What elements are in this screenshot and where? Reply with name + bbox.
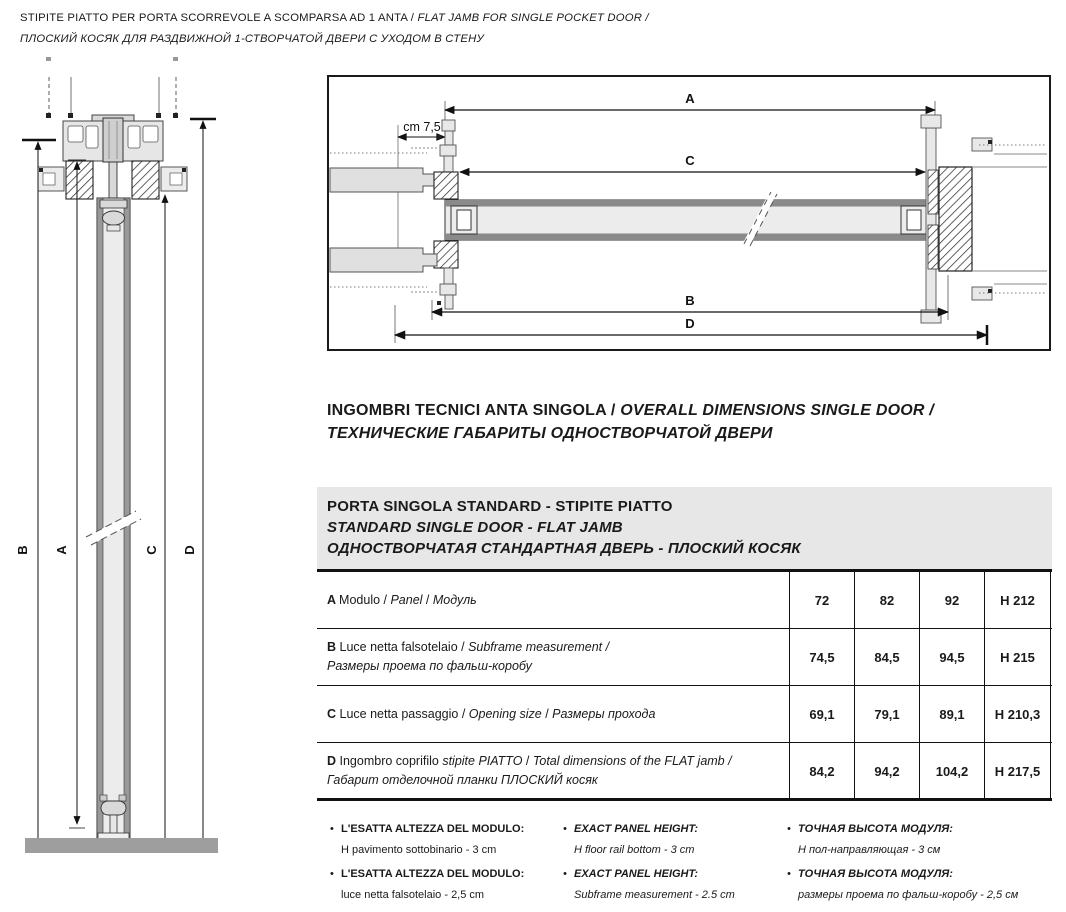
row-b-value-92: 94,5	[919, 629, 984, 685]
row-a-value-h: H 212	[984, 572, 1051, 628]
row-d-value-92: 104,2	[919, 743, 984, 799]
table-header-line-en: STANDARD SINGLE DOOR - FLAT JAMB	[327, 519, 623, 536]
row-a-label: A Modulo / Panel / Модуль	[327, 592, 477, 607]
page-header	[20, 8, 660, 50]
dim-label-c-vertical: C	[144, 545, 159, 555]
floor	[25, 838, 218, 853]
row-a-value-72: 72	[789, 572, 854, 628]
table-row-d	[317, 742, 1052, 798]
note-item: • EXACT PANEL HEIGHT: Subframe measurement - 2.5 cm	[563, 868, 735, 901]
dim-label-a-vertical: A	[54, 545, 69, 555]
bullet-icon: •	[787, 823, 791, 835]
side-clip-left	[38, 167, 64, 191]
spec-table-header	[317, 487, 1052, 569]
dimension-line-d-vertical	[190, 119, 216, 838]
row-a-value-92: 92	[919, 572, 984, 628]
section-title-line1	[327, 399, 1052, 422]
dim-label-d-horizontal: D	[685, 316, 695, 331]
page-header-line1	[20, 8, 660, 29]
header-title-en: FLAT JAMB FOR SINGLE POCKET DOOR /	[417, 12, 649, 24]
notes-column-ru	[787, 822, 1045, 912]
row-c-value-72: 69,1	[789, 686, 854, 742]
dim-label-b-vertical: B	[15, 545, 30, 555]
top-track-assembly	[38, 115, 187, 199]
section-title-line2: ТЕХНИЧЕСКИЕ ГАБАРИТЫ ОДНОСТВОРЧАТОЙ ДВЕРИ	[327, 425, 773, 442]
table-row-b	[317, 628, 1052, 685]
dimension-line-a-vertical	[68, 160, 86, 828]
row-d-value-h: H 217,5	[984, 743, 1051, 799]
panel-end-right	[901, 206, 927, 234]
bullet-icon: •	[563, 868, 567, 880]
table-header-line-it: PORTA SINGOLA STANDARD - STIPITE PIATTO	[327, 498, 673, 515]
spec-table	[317, 487, 1052, 801]
section-title-it: INGOMBRI TECNICI ANTA SINGOLA /	[327, 402, 621, 419]
jamb-timber-right	[132, 161, 159, 199]
row-c-label: C Luce netta passaggio / Opening size / Размеры прохода	[327, 706, 656, 721]
dim-label-a-horizontal: A	[685, 91, 695, 106]
row-b-value-h: H 215	[984, 629, 1051, 685]
row-d-value-72: 84,2	[789, 743, 854, 799]
row-d-label: D Ingombro coprifilo stipite PIATTO / Total dimensions of the FLAT jamb / Габарит отделочной планки ПЛОСКИЙ косяк	[327, 754, 732, 787]
wall-reference-lines	[46, 57, 178, 118]
dim-label-b-horizontal: B	[685, 293, 695, 308]
page-header-line2: ПЛОСКИЙ КОСЯК ДЛЯ РАЗДВИЖНОЙ 1-СТВОРЧАТОЙ ДВЕРИ С УХОДОМ В СТЕНУ	[20, 33, 484, 45]
vertical-section-drawing	[10, 55, 235, 867]
row-b-value-82: 84,5	[854, 629, 919, 685]
table-row-a	[317, 572, 1052, 628]
dimension-line-b-vertical	[22, 140, 56, 838]
row-c-value-h: H 210,3	[984, 686, 1051, 742]
row-d-value-82: 94,2	[854, 743, 919, 799]
note-item: • L'ESATTA ALTEZZA DEL MODULO: H pavimento sottobinario - 3 cm	[330, 823, 525, 856]
dim-label-d-vertical: D	[182, 545, 197, 555]
section-title-en: OVERALL DIMENSIONS SINGLE DOOR /	[620, 402, 934, 419]
side-clip-right	[161, 167, 187, 191]
note-item: • L'ESATTA ALTEZZA DEL MODULO: luce netta falsotelaio - 2,5 cm	[330, 868, 525, 901]
section-title	[327, 399, 1052, 445]
table-header-line-ru: ОДНОСТВОРЧАТАЯ СТАНДАРТНАЯ ДВЕРЬ - ПЛОСКИЙ КОСЯК	[327, 540, 801, 557]
bullet-icon: •	[330, 868, 334, 880]
row-c-value-82: 79,1	[854, 686, 919, 742]
row-a-value-82: 82	[854, 572, 919, 628]
row-b-value-72: 74,5	[789, 629, 854, 685]
note-item: • ТОЧНАЯ ВЫСОТА МОДУЛЯ: Н пол-направляющая - 3 см	[787, 823, 953, 856]
row-c-value-92: 89,1	[919, 686, 984, 742]
note-item: • EXACT PANEL HEIGHT: H floor rail bottom - 3 cm	[563, 823, 699, 856]
bullet-icon: •	[563, 823, 567, 835]
bullet-icon: •	[330, 823, 334, 835]
dim-label-c-horizontal: C	[685, 153, 695, 168]
pocket-depth-label: cm 7,5	[403, 120, 441, 134]
spec-table-grid	[317, 569, 1052, 801]
roller-carriage	[103, 118, 123, 198]
jamb-timber-left	[66, 161, 93, 199]
panel-end-left	[451, 206, 477, 234]
notes-column-en	[563, 822, 778, 912]
table-row-c	[317, 685, 1052, 742]
header-title-it: STIPITE PIATTO PER PORTA SCORREVOLE A SCOMPARSA AD 1 ANTA /	[20, 12, 418, 24]
note-item: • ТОЧНАЯ ВЫСОТА МОДУЛЯ: размеры проема по фальш-коробу - 2,5 см	[787, 868, 1019, 901]
row-b-label: B Luce netta falsotelaio / Subframe measurement / Размеры проема по фальш-коробу	[327, 640, 610, 673]
notes-column-it	[330, 822, 558, 912]
horizontal-section-drawing	[327, 75, 1052, 353]
bullet-icon: •	[787, 868, 791, 880]
